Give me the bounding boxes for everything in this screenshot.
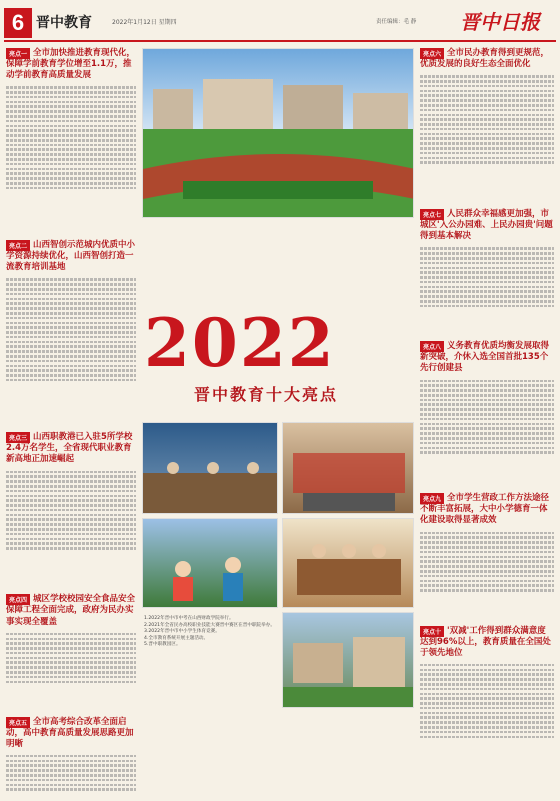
article-text xyxy=(420,73,554,203)
highlight-3 xyxy=(6,432,136,465)
photo-campus-aerial-image xyxy=(283,613,414,708)
article-text xyxy=(420,245,554,335)
campus-photo-image xyxy=(143,49,414,218)
highlight-title: '双减'工作得到群众满意度达到96%以上，教育质量在全国处于领先地位 xyxy=(420,625,551,658)
highlight-6 xyxy=(420,48,554,70)
highlight-badge: 亮点二 xyxy=(6,240,30,251)
highlight-10 xyxy=(420,626,554,659)
highlight-badge: 亮点九 xyxy=(420,493,444,504)
highlight-8 xyxy=(420,341,554,374)
highlight-badge: 亮点五 xyxy=(6,717,30,728)
highlight-badge: 亮点七 xyxy=(420,209,444,220)
photo-campus-aerial xyxy=(282,612,414,708)
highlight-badge: 亮点一 xyxy=(6,48,30,59)
caption-5: 5.晋中职教园区。 xyxy=(144,642,181,647)
header-rule xyxy=(4,40,556,42)
highlight-badge: 亮点四 xyxy=(6,594,30,605)
campus-photo xyxy=(142,48,414,218)
highlight-4 xyxy=(6,594,136,627)
photo-exam-hall xyxy=(142,422,278,514)
highlight-title: 山西智创示范城内优质中小学资源持续优化，山西智创打造一流教育培训基地 xyxy=(6,240,136,273)
caption-2: 2.2021年全省民办高校职业技能大赛晋中赛区在晋中职院举办。 xyxy=(144,622,275,628)
article-text xyxy=(6,631,136,711)
article-text xyxy=(420,377,554,487)
section-title: 晋中教育 xyxy=(36,15,92,31)
feature-subtitle: 晋中教育十大亮点 xyxy=(194,385,339,404)
issue-date: 2022年1月12日 星期四 xyxy=(112,19,177,26)
highlight-title: 全市高考综合改革全面启动，高中教育高质量发展思路更加明晰 xyxy=(6,716,134,749)
highlight-5 xyxy=(6,717,136,750)
photo-sports xyxy=(142,518,278,608)
highlight-badge: 亮点三 xyxy=(6,432,30,443)
article-text xyxy=(6,753,136,801)
photo-exam-hall-image xyxy=(143,423,278,514)
feature-year: 2022 xyxy=(144,304,336,382)
caption-1: 1.2022年晋中市中考在山西财政学院举行。 xyxy=(144,616,234,621)
highlight-7 xyxy=(420,209,554,242)
left-column xyxy=(6,48,136,798)
highlight-2 xyxy=(6,240,136,273)
photo-captions xyxy=(144,616,278,649)
photo-activity-image xyxy=(283,519,414,608)
highlight-1 xyxy=(6,48,136,81)
article-text xyxy=(6,468,136,588)
highlight-badge: 亮点六 xyxy=(420,48,444,59)
highlight-title: 义务教育优质均衡发展取得新突破，介休入选全国首批135个先行创建县 xyxy=(420,341,550,374)
article-text xyxy=(420,530,554,620)
highlight-9 xyxy=(420,493,554,526)
highlight-badge: 亮点十 xyxy=(420,626,444,637)
page-header xyxy=(0,0,560,48)
article-text xyxy=(6,276,136,426)
right-column xyxy=(420,48,554,798)
highlight-title: 山西职教港已入驻5所学校2.4万名学生，全省现代职业教育新高地正加速崛起 xyxy=(6,432,133,465)
highlight-title: 人民群众幸福感更加强，市城区'入公办园难、上民办园贵'问题得到基本解决 xyxy=(420,209,553,242)
photo-activity xyxy=(282,518,414,608)
highlight-title: 全市学生营政工作方法途径不断丰富拓展，大中小学德育一体化建设取得显著成效 xyxy=(420,493,550,526)
highlight-title: 全市民办教育得到更规范，优质发展的良好生态全面优化 xyxy=(420,48,550,70)
newspaper-logo: 晋中日报 xyxy=(460,10,540,34)
article-text xyxy=(6,84,136,234)
highlight-badge: 亮点八 xyxy=(420,341,444,352)
caption-3: 3.2022年晋中市中小学生体育竞赛。 xyxy=(144,629,220,634)
page-number: 6 xyxy=(4,8,32,38)
caption-4: 4.全市教育系统开展主题活动。 xyxy=(144,635,209,641)
editor-credit: 责任编辑：毛 静 xyxy=(376,19,417,25)
article-text xyxy=(420,662,554,772)
photo-competition xyxy=(282,422,414,514)
highlight-title: 全市加快推进教育现代化，保障学前教育学位增至1.1万，推动学前教育高质量发展 xyxy=(6,48,136,81)
highlight-title: 城区学校校园安全食品安全保障工程全面完成，政府为民办实事实现全覆盖 xyxy=(6,594,136,627)
photo-sports-image xyxy=(143,519,278,608)
photo-competition-image xyxy=(283,423,414,514)
